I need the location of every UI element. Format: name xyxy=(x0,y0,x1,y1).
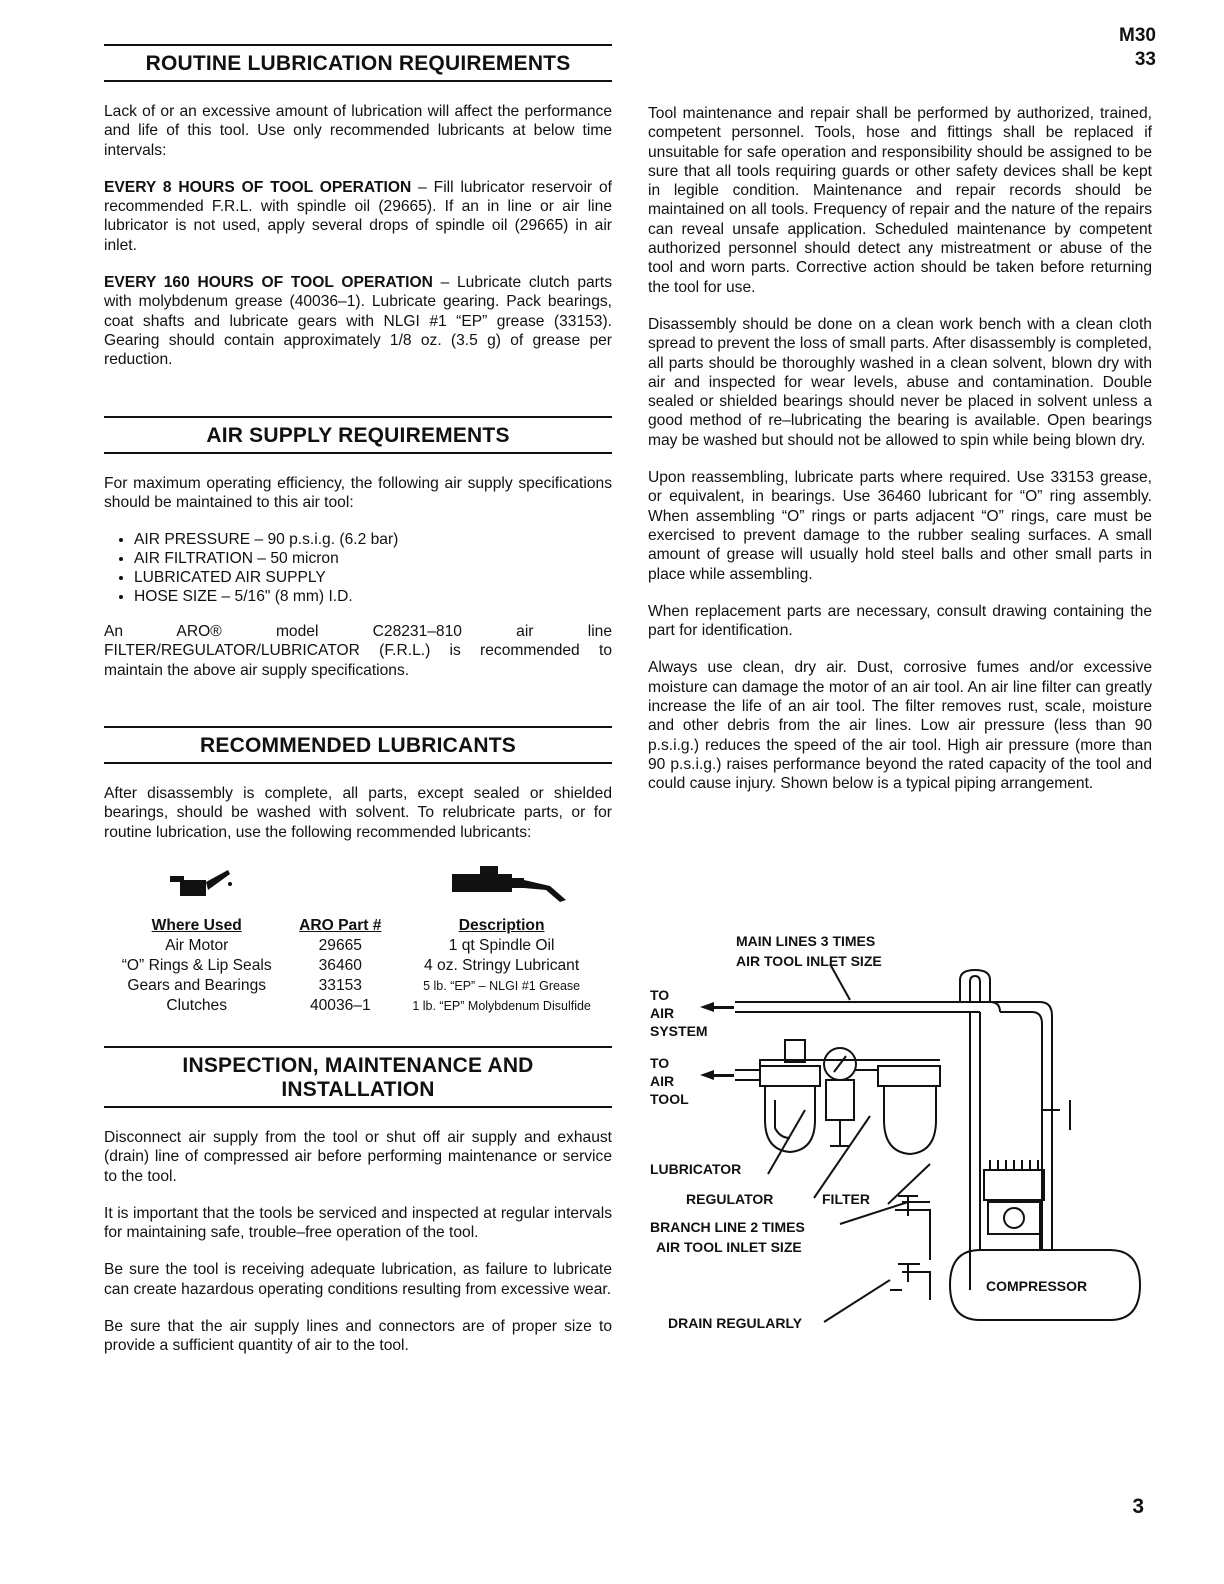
table-cell: 5 lb. “EP” – NLGI #1 Grease xyxy=(423,978,581,993)
table-header-row xyxy=(104,916,612,936)
list-item: • LUBRICATED AIR SUPPLY xyxy=(134,568,612,587)
list-item: • HOSE SIZE – 5/16" (8 mm) I.D. xyxy=(134,587,612,606)
section-heading-air-supply: AIR SUPPLY REQUIREMENTS xyxy=(104,416,612,454)
table-cell: 29665 xyxy=(318,936,362,954)
section-heading-recommended-lubricants: RECOMMENDED LUBRICANTS xyxy=(104,726,612,764)
replacement-parts-paragraph: When replacement parts are necessary, consult drawing containing the part for identification. xyxy=(648,602,1152,640)
lubricants-intro: After disassembly is complete, all parts, except sealed or shielded bearings, should be washed with solvent. To relubricate parts, or for routine lubrication, use the following recommended lubricants: xyxy=(104,785,612,841)
maintenance-paragraph: Tool maintenance and repair shall be performed by authorized, trained, competent personnel. Tools, hose and fittings shall be replaced if unsuitable for safe operation and responsibility should be assigned to be sure that all tools requiring guards or other safety devices shall be kept in legible condition. Maintenance and repair records should be maintained on all tools. Frequency of repair and the nature of the repairs can reveal unsafe application. Scheduled maintenance by competent authorized personnel should detect any mistreatment or abuse of the tool and worn parts. Corrective action should be taken before returning the tool for use. xyxy=(648,105,1152,296)
label-to-air-tool: AIR xyxy=(650,1073,675,1089)
list-item: • AIR FILTRATION – 50 micron xyxy=(134,549,612,568)
label-to-air-tool: TO xyxy=(650,1055,670,1071)
inspection-paragraph: Disconnect air supply from the tool or shut off air supply and exhaust (drain) line of compressed air before performing maintenance or service to the tool. xyxy=(104,1128,612,1185)
air-supply-outro: An ARO® model C28231–810 air line FILTER/REGULATOR/LUBRICATOR (F.R.L.) is recommended to maintain the above air supply specifications. xyxy=(104,623,612,679)
label-to-air-system: TO xyxy=(650,987,670,1003)
lubricants-table xyxy=(104,916,612,1016)
disassembly-paragraph: Disassembly should be done on a clean work bench with a clean cloth spread to prevent the loss of small parts. After disassembly is completed, all parts should be thoroughly washed in a clean solvent, blown dry with air and inspected for wear levels, abuse and contamination. Double sealed or shielded bearings should never be placed in solvent unless a good method of re–lubricating the bearing is available. Open bearings may be washed but should not be allowed to spin while being blown dry. xyxy=(648,315,1152,449)
routine-160-hours-text: – Lubricate clutch parts with molybdenum grease (40036–1). Lubricate gearing. Pack bearings, coat shafts and lubricate gears with NLGI #1 “EP” grease (33153). Gearing should contain approximately 1/8 oz. (3.5 g) of grease per reduction. xyxy=(104,274,612,369)
section-heading-routine-lubrication: ROUTINE LUBRICATION REQUIREMENTS xyxy=(104,44,612,82)
routine-8-hours-lead: EVERY 8 HOURS OF TOOL OPERATION xyxy=(104,178,412,196)
lubricant-icons xyxy=(104,860,612,912)
routine-160-hours-lead: EVERY 160 HOURS OF TOOL OPERATION xyxy=(104,274,433,292)
routine-intro: Lack of or an excessive amount of lubrication will affect the performance and life of this tool. Use only recommended lubricants at below time intervals: xyxy=(104,103,612,159)
routine-8-hours-text: – Fill lubricator reservoir of recommended F.R.L. with spindle oil (29665). If an in line or air line lubricator is not used, apply several drops of spindle oil (29665) in air inlet. xyxy=(104,178,612,254)
page-header xyxy=(1119,24,1156,72)
label-main-lines-1: MAIN LINES 3 TIMES xyxy=(736,933,876,949)
list-item: • AIR PRESSURE – 90 p.s.i.g. (6.2 bar) xyxy=(134,530,612,549)
table-cell: 40036–1 xyxy=(309,996,371,1014)
inspection-paragraph: Be sure the tool is receiving adequate lubrication, as failure to lubricate can create hazardous operating conditions resulting from excessive wear. xyxy=(104,1261,612,1298)
label-to-air-system: SYSTEM xyxy=(650,1023,708,1039)
label-drain-regularly: DRAIN REGULARLY xyxy=(668,1315,803,1331)
air-supply-intro: For maximum operating efficiency, the following air supply specifications should be maintained to this air tool: xyxy=(104,474,612,511)
oil-can-icon xyxy=(166,864,236,904)
table-row xyxy=(104,936,612,956)
label-filter: FILTER xyxy=(822,1191,870,1207)
table-cell: 1 lb. “EP” Molybdenum Disulfide xyxy=(412,998,591,1013)
label-lubricator: LUBRICATOR xyxy=(650,1161,742,1177)
label-to-air-system: AIR xyxy=(650,1005,675,1021)
table-row xyxy=(104,956,612,976)
table-row xyxy=(104,996,612,1016)
grease-gun-icon xyxy=(450,860,570,904)
piping-arrangement-diagram xyxy=(640,920,1160,1340)
left-column xyxy=(104,40,612,1374)
table-cell: 1 qt Spindle Oil xyxy=(448,936,555,954)
clean-air-paragraph: Always use clean, dry air. Dust, corrosive fumes and/or excessive moisture can damage the motor of an air tool. An air line filter can greatly increase the life of an air tool. The filter removes rust, scale, moisture and other debris from the air lines. Low air pressure (less than 90 p.s.i.g.) reduces the speed of the air tool. High air pressure (more than 90 p.s.i.g.) raises performance beyond the rated capacity of the tool and could cause injury. Shown below is a typical piping arrangement. xyxy=(648,659,1152,793)
routine-160-hours xyxy=(104,273,612,369)
table-cell: Air Motor xyxy=(165,936,229,954)
column-header-description: Description xyxy=(458,916,545,934)
table-cell: “O” Rings & Lip Seals xyxy=(121,956,272,974)
inspection-paragraph: It is important that the tools be serviced and inspected at regular intervals for maintaining safe, trouble–free operation of the tool. xyxy=(104,1204,612,1242)
reassembly-paragraph: Upon reassembling, lubricate parts where required. Use 33153 grease, or equivalent, in bearings. Use 36460 lubricant for “O” ring assembly. When assembling “O” rings or parts adjacent “O” rings, care must be exercised to prevent damage to the rubber sealing surfaces. A small amount of grease will usually hold steel balls and other small parts in place while assembling. xyxy=(648,469,1152,583)
routine-8-hours xyxy=(104,178,612,255)
table-cell: Clutches xyxy=(166,996,228,1014)
column-header-part-number: ARO Part # xyxy=(299,916,382,934)
column-header-where-used: Where Used xyxy=(151,916,242,934)
table-cell: 36460 xyxy=(318,956,362,974)
label-compressor: COMPRESSOR xyxy=(986,1278,1088,1294)
air-supply-list xyxy=(104,530,612,606)
table-cell: Gears and Bearings xyxy=(127,976,267,994)
label-to-air-tool: TOOL xyxy=(650,1091,689,1107)
model-code: M30 xyxy=(1119,25,1156,46)
label-regulator: REGULATOR xyxy=(686,1191,774,1207)
right-column xyxy=(648,104,1152,812)
label-main-lines-2: AIR TOOL INLET SIZE xyxy=(736,953,882,969)
table-row xyxy=(104,976,612,996)
page-code: 33 xyxy=(1134,49,1156,70)
inspection-paragraph: Be sure that the air supply lines and connectors are of proper size to provide a sufficient quantity of air to the tool. xyxy=(104,1318,612,1355)
label-branch-line-1: BRANCH LINE 2 TIMES xyxy=(650,1219,805,1235)
table-cell: 4 oz. Stringy Lubricant xyxy=(424,956,580,974)
page-number: 3 xyxy=(1132,1495,1144,1518)
table-cell: 33153 xyxy=(318,976,362,994)
label-branch-line-2: AIR TOOL INLET SIZE xyxy=(656,1239,802,1255)
section-heading-inspection: INSPECTION, MAINTENANCE AND INSTALLATION xyxy=(104,1046,612,1108)
